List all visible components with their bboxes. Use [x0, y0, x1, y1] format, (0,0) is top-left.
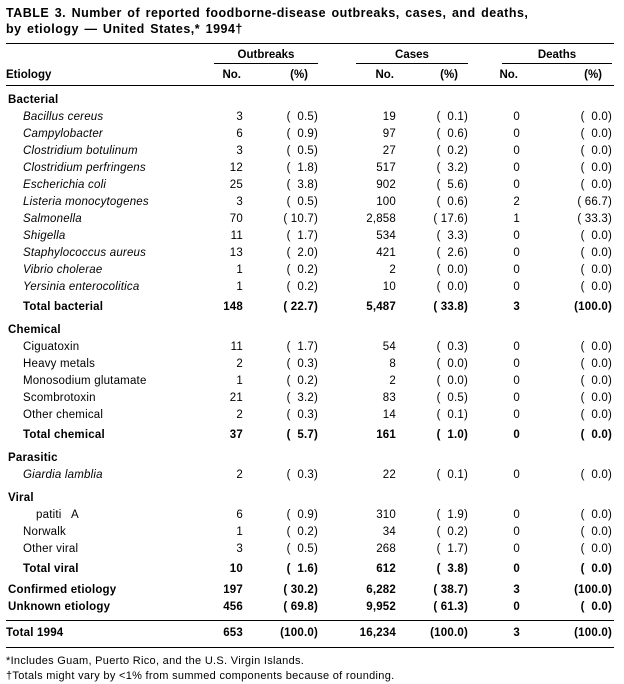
row-label: Escherichia coli — [23, 179, 107, 191]
deaths-no: 0 — [513, 281, 520, 293]
outbreaks-no: 6 — [236, 128, 243, 140]
cases-pct: ( 3.8) — [436, 563, 468, 575]
cases-no: 27 — [382, 145, 396, 157]
cases-no: 54 — [382, 341, 396, 353]
deaths-no: 0 — [513, 179, 520, 191]
row-label: Bacterial — [8, 94, 59, 106]
deaths-pct: ( 0.0) — [580, 409, 612, 421]
summary-row — [6, 599, 614, 616]
deaths-pct: ( 0.0) — [580, 281, 612, 293]
cases-no: 534 — [376, 230, 396, 242]
deaths-pct: ( 66.7) — [577, 196, 612, 208]
deaths-no: 0 — [513, 162, 520, 174]
outbreaks-no: 2 — [236, 409, 243, 421]
deaths-pct: ( 33.3) — [577, 213, 612, 225]
cases-no: 612 — [376, 563, 396, 575]
outbreaks-no: 13 — [229, 247, 243, 259]
outbreaks-no: 1 — [236, 264, 243, 276]
cases-pct: ( 3.2) — [436, 162, 468, 174]
cases-no: 2 — [389, 264, 396, 276]
outbreaks-pct: ( 0.5) — [286, 543, 318, 555]
outbreaks-no: 6 — [236, 509, 243, 521]
row-label: Salmonella — [23, 213, 82, 225]
cases-no: 19 — [382, 111, 396, 123]
section-total-row — [6, 427, 614, 444]
table-row — [6, 339, 614, 356]
row-label: Heavy metals — [23, 358, 96, 370]
row-label: Shigella — [23, 230, 66, 242]
outbreaks-no-header: No. — [222, 69, 241, 81]
cases-no: 2,858 — [366, 213, 396, 225]
deaths-no: 0 — [513, 563, 520, 575]
cases-no: 10 — [382, 281, 396, 293]
cases-pct: ( 0.6) — [436, 196, 468, 208]
outbreaks-pct: ( 0.3) — [286, 409, 318, 421]
table-row — [6, 211, 614, 228]
summary-row — [6, 582, 614, 599]
table-title-line1: TABLE 3. Number of reported foodborne-disease outbreaks, cases, and deaths, — [6, 6, 529, 20]
outbreaks-pct: ( 0.9) — [286, 128, 318, 140]
column-subheader-row — [6, 64, 614, 86]
outbreaks-no: 11 — [230, 230, 243, 242]
deaths-pct: ( 0.0) — [580, 358, 612, 370]
footnotes — [6, 648, 614, 683]
table-row — [6, 467, 614, 484]
cases-pct: ( 1.9) — [436, 509, 468, 521]
etiology-spacer — [6, 49, 200, 64]
outbreaks-pct: ( 1.7) — [286, 230, 318, 242]
cases-pct: ( 0.0) — [436, 264, 468, 276]
table-row — [6, 194, 614, 211]
outbreaks-no: 70 — [229, 213, 243, 225]
row-label: Clostridium botulinum — [23, 145, 138, 157]
outbreaks-no: 1 — [236, 375, 243, 387]
row-label: Staphylococcus aureus — [23, 247, 147, 259]
deaths-no: 0 — [513, 429, 520, 441]
table-body — [6, 92, 614, 616]
row-label: Monosodium glutamate — [23, 375, 147, 387]
cases-no: 83 — [382, 392, 396, 404]
deaths-pct: ( 0.0) — [580, 162, 612, 174]
cases-no: 22 — [382, 469, 396, 481]
cases-no: 100 — [376, 196, 396, 208]
outbreaks-pct: ( 10.7) — [283, 213, 318, 225]
row-label: Other viral — [23, 543, 79, 555]
outbreaks-pct: ( 0.2) — [286, 375, 318, 387]
outbreaks-no: 12 — [229, 162, 243, 174]
deaths-pct: ( 0.0) — [580, 509, 612, 521]
table-row — [6, 109, 614, 126]
outbreaks-no: 2 — [236, 469, 243, 481]
outbreaks-pct: ( 69.8) — [283, 601, 318, 613]
deaths-no: 0 — [513, 392, 520, 404]
deaths-no: 2 — [513, 196, 520, 208]
row-label: patiti A — [36, 509, 79, 521]
cases-pct: (100.0) — [430, 627, 468, 639]
cases-no: 8 — [389, 358, 396, 370]
table-row — [6, 143, 614, 160]
deaths-no: 0 — [513, 543, 520, 555]
table-row — [6, 373, 614, 390]
table-row — [6, 541, 614, 558]
outbreaks-pct: ( 2.0) — [286, 247, 318, 259]
outbreaks-no: 21 — [229, 392, 243, 404]
table-row — [6, 407, 614, 424]
deaths-no: 0 — [513, 601, 520, 613]
deaths-no: 0 — [513, 128, 520, 140]
table-row — [6, 524, 614, 541]
deaths-group-label: Deaths — [537, 49, 577, 61]
outbreaks-no: 1 — [236, 281, 243, 293]
deaths-pct: ( 0.0) — [580, 230, 612, 242]
grand-total-row — [6, 621, 614, 647]
row-label: Campylobacter — [23, 128, 103, 140]
row-label: Total bacterial — [23, 301, 104, 313]
outbreaks-no: 148 — [223, 301, 243, 313]
deaths-no: 1 — [513, 213, 520, 225]
cases-pct: ( 0.0) — [436, 358, 468, 370]
deaths-no: 3 — [513, 301, 520, 313]
row-label: Clostridium perfringens — [23, 162, 146, 174]
row-label: Confirmed etiology — [8, 584, 117, 596]
row-label: Viral — [8, 492, 34, 504]
cases-pct: ( 0.2) — [436, 145, 468, 157]
cases-no: 161 — [376, 429, 396, 441]
cases-pct: ( 2.6) — [436, 247, 468, 259]
cases-pct: ( 0.0) — [436, 375, 468, 387]
deaths-pct: ( 0.0) — [580, 375, 612, 387]
row-label: Unknown etiology — [8, 601, 111, 613]
outbreaks-pct: ( 3.8) — [286, 179, 318, 191]
outbreaks-pct: ( 1.8) — [286, 162, 318, 174]
cases-no: 2 — [389, 375, 396, 387]
row-label: Total chemical — [23, 429, 105, 441]
cases-pct: ( 3.3) — [436, 230, 468, 242]
deaths-pct: ( 0.0) — [580, 429, 612, 441]
table-row — [6, 160, 614, 177]
row-label: Norwalk — [23, 526, 66, 538]
deaths-no: 0 — [513, 509, 520, 521]
cases-no: 517 — [376, 162, 396, 174]
deaths-pct: ( 0.0) — [580, 341, 612, 353]
outbreaks-no: 3 — [236, 543, 243, 555]
cases-pct: ( 0.1) — [436, 469, 468, 481]
deaths-no: 3 — [513, 627, 520, 639]
table-row — [6, 126, 614, 143]
cases-pct: ( 17.6) — [433, 213, 468, 225]
outbreaks-no: 3 — [236, 111, 243, 123]
outbreaks-pct: ( 22.7) — [283, 301, 318, 313]
deaths-no: 0 — [513, 247, 520, 259]
outbreaks-pct: ( 0.3) — [286, 469, 318, 481]
cases-no: 6,282 — [366, 584, 396, 596]
column-group-cases — [356, 49, 468, 64]
cases-pct: ( 0.5) — [436, 392, 468, 404]
cases-pct: ( 38.7) — [433, 584, 468, 596]
outbreaks-pct: ( 1.6) — [286, 563, 318, 575]
cases-no: 97 — [382, 128, 396, 140]
column-group-deaths — [502, 49, 612, 64]
row-label: Parasitic — [8, 452, 58, 464]
deaths-no-header: No. — [499, 69, 518, 81]
deaths-pct: ( 0.0) — [580, 543, 612, 555]
deaths-no: 0 — [513, 145, 520, 157]
row-label: Other chemical — [23, 409, 104, 421]
row-label: Total viral — [23, 563, 79, 575]
section-total-row — [6, 299, 614, 316]
table-row — [6, 262, 614, 279]
outbreaks-no: 11 — [230, 341, 243, 353]
row-label: Listeria monocytogenes — [23, 196, 149, 208]
outbreaks-no: 10 — [229, 563, 243, 575]
table-row — [6, 279, 614, 296]
outbreaks-pct: ( 0.9) — [286, 509, 318, 521]
outbreaks-no: 2 — [236, 358, 243, 370]
outbreaks-pct: ( 0.2) — [286, 281, 318, 293]
deaths-pct: ( 0.0) — [580, 469, 612, 481]
cases-no: 268 — [376, 543, 396, 555]
outbreaks-no: 653 — [223, 627, 243, 639]
deaths-pct: ( 0.0) — [580, 128, 612, 140]
cases-pct: ( 0.6) — [436, 128, 468, 140]
section-header — [6, 322, 614, 339]
table-title-line2: by etiology — United States,* 1994† — [6, 21, 243, 36]
cases-no-header: No. — [375, 69, 394, 81]
table-row — [6, 356, 614, 373]
outbreaks-no: 3 — [236, 196, 243, 208]
deaths-pct: ( 0.0) — [580, 179, 612, 191]
deaths-no: 0 — [513, 264, 520, 276]
outbreaks-pct: ( 0.3) — [286, 358, 318, 370]
cases-no: 16,234 — [359, 627, 396, 639]
row-label: Yersinia enterocolitica — [23, 281, 140, 293]
deaths-pct-header: (%) — [584, 69, 602, 81]
deaths-pct: ( 0.0) — [580, 392, 612, 404]
deaths-pct: ( 0.0) — [580, 145, 612, 157]
cases-group-label: Cases — [395, 49, 429, 61]
deaths-pct: (100.0) — [574, 301, 612, 313]
outbreaks-pct: ( 0.2) — [286, 526, 318, 538]
row-label: Ciguatoxin — [23, 341, 80, 353]
table-row — [6, 245, 614, 262]
outbreaks-no: 3 — [236, 145, 243, 157]
outbreaks-no: 25 — [229, 179, 243, 191]
deaths-no: 0 — [513, 230, 520, 242]
deaths-pct: (100.0) — [574, 584, 612, 596]
row-label: Bacillus cereus — [23, 111, 104, 123]
cases-pct: ( 1.0) — [436, 429, 468, 441]
table-row — [6, 507, 614, 524]
table-title — [6, 4, 614, 43]
deaths-no: 0 — [513, 375, 520, 387]
cases-no: 9,952 — [366, 601, 396, 613]
cases-pct: ( 61.3) — [433, 601, 468, 613]
footnote-asterisk: *Includes Guam, Puerto Rico, and the U.S. Virgin Islands. — [6, 655, 305, 667]
footnote-dagger: †Totals might vary by <1% from summed components because of rounding. — [6, 669, 395, 682]
table-row — [6, 228, 614, 245]
outbreaks-no: 37 — [229, 429, 243, 441]
deaths-no: 3 — [513, 584, 520, 596]
cases-no: 421 — [376, 247, 396, 259]
outbreaks-no: 456 — [223, 601, 243, 613]
outbreaks-pct: ( 1.7) — [286, 341, 318, 353]
cases-pct: ( 0.2) — [436, 526, 468, 538]
cases-pct: ( 0.3) — [436, 341, 468, 353]
cases-no: 5,487 — [366, 301, 396, 313]
etiology-column-header: Etiology — [6, 69, 52, 81]
outbreaks-pct: ( 0.2) — [286, 264, 318, 276]
section-header — [6, 450, 614, 467]
deaths-pct: ( 0.0) — [580, 526, 612, 538]
section-total-row — [6, 561, 614, 578]
cases-no: 14 — [382, 409, 396, 421]
section-header — [6, 92, 614, 109]
cases-pct: ( 0.1) — [436, 111, 468, 123]
column-group-header-row — [6, 44, 614, 64]
row-label: Scombrotoxin — [23, 392, 96, 404]
row-label: Giardia lamblia — [23, 469, 103, 481]
table-row — [6, 177, 614, 194]
outbreaks-pct: (100.0) — [280, 627, 318, 639]
deaths-no: 0 — [513, 409, 520, 421]
cases-pct: ( 5.6) — [436, 179, 468, 191]
deaths-no: 0 — [513, 358, 520, 370]
outbreaks-pct-header: (%) — [290, 69, 308, 81]
table-row — [6, 390, 614, 407]
deaths-pct: (100.0) — [574, 627, 612, 639]
cases-pct: ( 33.8) — [433, 301, 468, 313]
deaths-no: 0 — [513, 469, 520, 481]
deaths-pct: ( 0.0) — [580, 601, 612, 613]
outbreaks-no: 197 — [223, 584, 243, 596]
cases-pct: ( 0.0) — [436, 281, 468, 293]
cases-pct: ( 1.7) — [436, 543, 468, 555]
outbreaks-pct: ( 0.5) — [286, 196, 318, 208]
cases-no: 34 — [382, 526, 396, 538]
cases-no: 902 — [376, 179, 396, 191]
outbreaks-pct: ( 0.5) — [286, 111, 318, 123]
outbreaks-group-label: Outbreaks — [237, 49, 295, 61]
cases-no: 310 — [376, 509, 396, 521]
deaths-pct: ( 0.0) — [580, 111, 612, 123]
cases-pct-header: (%) — [440, 69, 458, 81]
outbreaks-no: 1 — [236, 526, 243, 538]
deaths-no: 0 — [513, 526, 520, 538]
deaths-pct: ( 0.0) — [580, 264, 612, 276]
deaths-no: 0 — [513, 341, 520, 353]
outbreaks-pct: ( 0.5) — [286, 145, 318, 157]
section-header — [6, 490, 614, 507]
outbreaks-pct: ( 5.7) — [286, 429, 318, 441]
outbreaks-pct: ( 3.2) — [286, 392, 318, 404]
row-label: Vibrio cholerae — [23, 264, 103, 276]
row-label: Chemical — [8, 324, 61, 336]
deaths-pct: ( 0.0) — [580, 247, 612, 259]
deaths-pct: ( 0.0) — [580, 563, 612, 575]
outbreaks-pct: ( 30.2) — [283, 584, 318, 596]
deaths-no: 0 — [513, 111, 520, 123]
row-label: Total 1994 — [6, 627, 64, 639]
cases-pct: ( 0.1) — [436, 409, 468, 421]
column-group-outbreaks — [214, 49, 318, 64]
